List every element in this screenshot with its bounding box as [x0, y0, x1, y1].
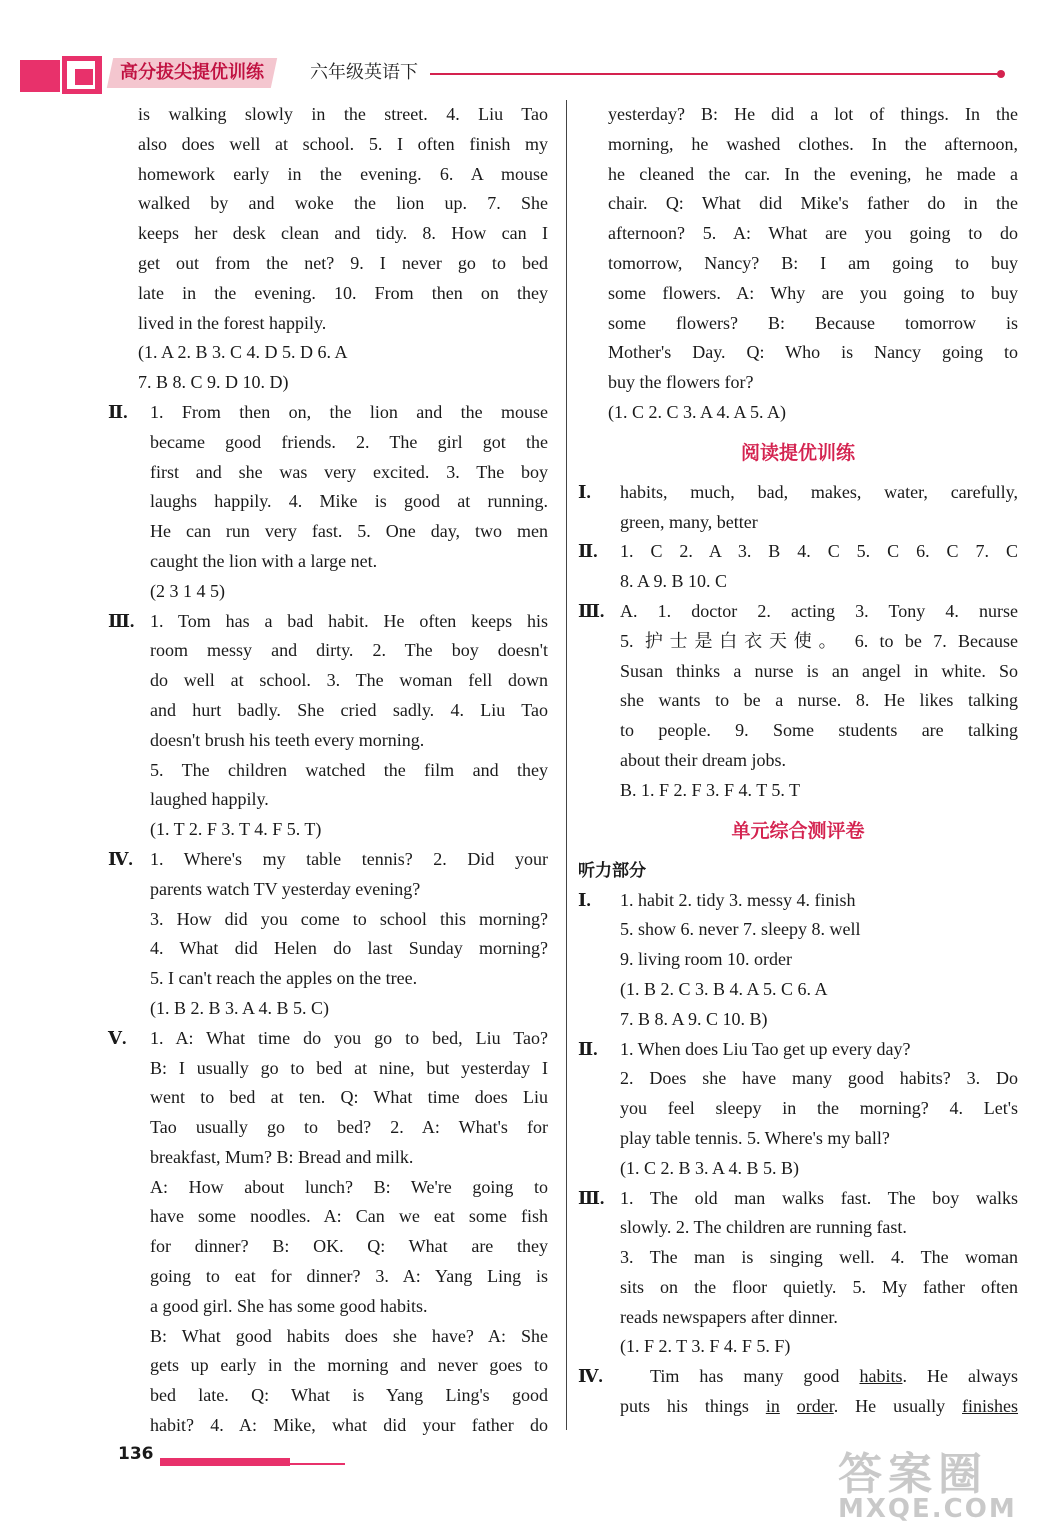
text-line: he cleaned the car. In the evening, he made a: [608, 163, 1018, 184]
text-line: 5. I can't reach the apples on the tree.: [150, 968, 418, 989]
text-line: 5. The children watched the film and they: [150, 759, 548, 780]
answer-key-line: 1. C 2. A 3. B 4. C 5. C 6. C 7. C: [620, 541, 1018, 562]
text-line: habits, much, bad, makes, water, carefully,: [620, 481, 1018, 502]
watermark: [838, 1438, 1017, 1524]
test-block-2: [578, 1035, 1018, 1184]
roman-numeral: Ⅰ.: [578, 481, 591, 502]
text-line: to people. 9. Some students are talking: [620, 720, 1018, 741]
right-column: [578, 100, 1018, 1422]
text-line: you feel sleepy in the morning? 4. Let's: [620, 1098, 1018, 1119]
text-line: walked by and woke the lion up. 7. She: [138, 193, 548, 214]
answer-key-line: (1. C 2. C 3. A 4. A 5. A): [608, 401, 787, 422]
text-line: and hurt badly. She cried sadly. 4. Liu Tao: [150, 699, 548, 720]
column-divider: [566, 100, 567, 1430]
book-title: 六年级英语下: [310, 62, 418, 83]
text-line: A. 1. doctor 2. acting 3. Tony 4. nurse: [620, 600, 1018, 621]
text-line: laughed happily.: [150, 789, 269, 810]
text-line: B: I usually go to bed at nine, but yesterday I: [150, 1057, 548, 1078]
text-line: B: What good habits does she have? A: She: [150, 1325, 548, 1346]
test-block-1: [578, 886, 1018, 1035]
answer-block-3: [108, 607, 548, 845]
reading-block-3: [578, 597, 1018, 806]
answer-key-line: B. 1. F 2. F 3. F 4. T 5. T: [620, 779, 801, 800]
text-line: for dinner? B: OK. Q: What are they: [150, 1236, 548, 1257]
roman-numeral: Ⅱ.: [578, 541, 598, 562]
text-line: homework early in the evening. 6. A mouse: [138, 163, 548, 184]
text-line: 5. show 6. never 7. sleepy 8. well: [620, 919, 861, 940]
answer-key-line: (1. B 2. C 3. B 4. A 5. C 6. A: [620, 978, 828, 999]
text-line: A: How about lunch? B: We're going to: [150, 1176, 548, 1197]
header-color-block: [20, 60, 60, 92]
text-line: laughs happily. 4. Mike is good at running.: [150, 491, 548, 512]
text-line: 1. From then on, the lion and the mouse: [150, 401, 548, 422]
fill-in-answer: in: [765, 1396, 780, 1417]
roman-numeral: Ⅲ.: [108, 610, 135, 631]
answer-block-4: [108, 845, 548, 1024]
answer-key-line: (1. A 2. B 3. C 4. D 5. D 6. A: [138, 342, 348, 363]
answer-key-line: (1. B 2. B 3. A 4. B 5. C): [150, 997, 330, 1018]
text-line: 3. How did you come to school this morning?: [150, 908, 548, 929]
text-line: lived in the forest happily.: [138, 312, 327, 333]
text-line: Tao usually go to bed? 2. A: What's for: [150, 1117, 548, 1138]
part-title-listening: 听力部分: [578, 860, 646, 881]
text-line: room messy and dirty. 2. The boy doesn't: [150, 640, 548, 661]
section-title-unit-test: 单元综合测评卷: [731, 819, 865, 842]
footer-bar: [160, 1458, 290, 1466]
text-line: about their dream jobs.: [620, 749, 786, 770]
test-block-4: [578, 1362, 1018, 1422]
test-block-3: [578, 1184, 1018, 1363]
text-fragment: . He usually: [833, 1396, 963, 1417]
text-line: tomorrow, Nancy? B: I am going to buy: [608, 252, 1018, 273]
text-line: reads newspapers after dinner.: [620, 1306, 838, 1327]
reading-block-2: [578, 537, 1018, 597]
text-line: some flowers? B: Because tomorrow is: [608, 312, 1018, 333]
text-line: habit? 4. A: Mike, what did your father do: [150, 1415, 548, 1436]
text-line: keeps her desk clean and tidy. 8. How can I: [138, 223, 548, 244]
text-line: have some noodles. A: Can we eat some fish: [150, 1206, 548, 1227]
answer-key-line: (1. T 2. F 3. T 4. F 5. T): [150, 819, 322, 840]
answer-block-2: [108, 398, 548, 607]
text-line: do well at school. 3. The woman fell down: [150, 670, 548, 691]
text-line: Mother's Day. Q: Who is Nancy going to: [608, 342, 1018, 363]
section-title-reading: 阅读提优训练: [740, 441, 855, 464]
text-line: 9. living room 10. order: [620, 949, 792, 970]
roman-numeral: Ⅲ.: [578, 600, 605, 621]
text-line: morning, he washed clothes. In the afternoon,: [608, 133, 1018, 154]
answer-block-continued: [108, 100, 548, 398]
roman-numeral: Ⅳ.: [108, 848, 133, 869]
text-fragment: Tim has many good: [650, 1366, 860, 1387]
fill-in-answer: finishes: [962, 1396, 1019, 1417]
answer-key-line: (1. C 2. B 3. A 4. B 5. B): [620, 1157, 800, 1178]
text-fragment: [780, 1396, 797, 1416]
text-line: yesterday? B: He did a lot of things. In the: [608, 104, 1018, 124]
text-line: is walking slowly in the street. 4. Liu Tao: [138, 104, 548, 124]
text-line: 1. A: What time do you go to bed, Liu Tao?: [150, 1027, 548, 1048]
text-line: went to bed at ten. Q: What time does Liu: [150, 1087, 548, 1108]
answer-key-line: 8. A 9. B 10. C: [620, 571, 728, 592]
answer-key-line: 7. B 8. A 9. C 10. B): [620, 1008, 768, 1029]
header-rule: [430, 73, 1000, 75]
text-line: doesn't brush his teeth every morning.: [150, 729, 425, 750]
text-line: 4. What did Helen do last Sunday morning?: [150, 938, 548, 959]
text-fragment: . He always: [902, 1366, 1018, 1387]
text-line: bed late. Q: What is Yang Ling's good: [150, 1385, 548, 1406]
text-line: slowly. 2. The children are running fast.: [620, 1217, 907, 1238]
text-line: sits on the floor quietly. 5. My father often: [620, 1276, 1018, 1297]
answer-key-line: (1. F 2. T 3. F 4. F 5. F): [620, 1336, 791, 1357]
fill-in-answer: habits: [859, 1366, 903, 1387]
answer-key-line: (2 3 1 4 5): [150, 580, 225, 601]
answer-key-line: 7. B 8. C 9. D 10. D): [138, 372, 289, 393]
text-line: [620, 1392, 1018, 1422]
text-line: she wants to be a nurse. 8. He likes talking: [620, 690, 1018, 711]
series-title: 高分拔尖提优训练: [107, 58, 277, 88]
header-logo-icon: [62, 56, 102, 94]
text-line: [620, 1362, 1018, 1392]
roman-numeral: Ⅳ.: [578, 1366, 603, 1387]
page-header: [0, 0, 1059, 100]
text-line: breakfast, Mum? B: Bread and milk.: [150, 1146, 414, 1167]
text-line: became good friends. 2. The girl got the: [150, 431, 548, 452]
text-line: chair. Q: What did Mike's father do in the: [608, 193, 1018, 214]
text-line: 1. When does Liu Tao get up every day?: [620, 1038, 911, 1059]
page-number: 136: [118, 1444, 154, 1464]
answer-block-continued: [578, 100, 1018, 428]
text-line: parents watch TV yesterday evening?: [150, 878, 421, 899]
text-line: Susan thinks a nurse is an angel in white. So: [620, 660, 1018, 681]
text-line: 2. Does she have many good habits? 3. Do: [620, 1068, 1018, 1089]
header-rule-dot: [997, 70, 1005, 78]
fill-in-answer: order: [796, 1396, 834, 1417]
text-line: 1. The old man walks fast. The boy walks: [620, 1187, 1018, 1208]
reading-block-1: [578, 478, 1018, 538]
footer-rule: [290, 1463, 345, 1465]
roman-numeral: Ⅱ.: [108, 401, 128, 422]
text-line: some flowers. A: Why are you going to buy: [608, 282, 1018, 303]
text-line: first and she was very excited. 3. The boy: [150, 461, 548, 482]
text-line: 1. Where's my table tennis? 2. Did your: [150, 848, 548, 869]
answer-block-5: [108, 1024, 548, 1441]
text-line: a good girl. She has some good habits.: [150, 1295, 428, 1316]
text-line: 1. Tom has a bad habit. He often keeps his: [150, 610, 548, 631]
text-line: play table tennis. 5. Where's my ball?: [620, 1127, 890, 1148]
text-line: buy the flowers for?: [608, 372, 754, 393]
watermark-logo-text: 答案圈: [838, 1449, 988, 1500]
roman-numeral: Ⅱ.: [578, 1038, 598, 1059]
roman-numeral: Ⅰ.: [578, 889, 591, 910]
text-line: 5. 护士是白衣天使。 6. to be 7. Because: [620, 630, 1018, 651]
text-fragment: puts his things: [620, 1396, 766, 1417]
text-line: green, many, better: [620, 511, 758, 532]
text-line: 3. The man is singing well. 4. The woman: [620, 1247, 1018, 1268]
text-line: He can run very fast. 5. One day, two men: [150, 521, 548, 542]
text-line: 1. habit 2. tidy 3. messy 4. finish: [620, 889, 856, 910]
text-line: also does well at school. 5. I often finish my: [138, 133, 548, 154]
text-line: gets up early in the morning and never goes to: [150, 1355, 548, 1376]
roman-numeral: Ⅲ.: [578, 1187, 605, 1208]
text-line: get out from the net? 9. I never go to bed: [138, 252, 548, 273]
text-line: late in the evening. 10. From then on they: [138, 282, 548, 303]
left-column: [108, 100, 548, 1441]
roman-numeral: Ⅴ.: [108, 1027, 127, 1048]
text-line: caught the lion with a large net.: [150, 550, 378, 571]
watermark-url: MXQE.COM: [838, 1494, 1017, 1524]
text-line: going to eat for dinner? 3. A: Yang Ling is: [150, 1266, 548, 1287]
text-line: afternoon? 5. A: What are you going to do: [608, 223, 1018, 244]
